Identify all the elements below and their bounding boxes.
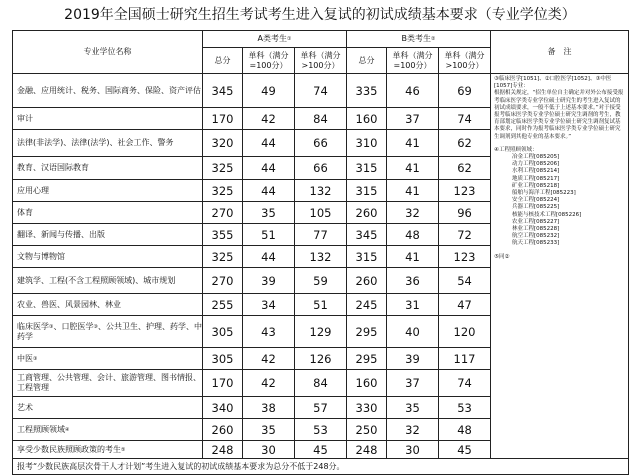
score-b-s1: 37 xyxy=(387,370,439,397)
score-a-s2: 51 xyxy=(295,294,347,316)
score-a-s2: 105 xyxy=(295,202,347,224)
score-b-s1: 41 xyxy=(387,130,439,157)
score-b-s1: 41 xyxy=(387,246,439,268)
score-a-s2: 132 xyxy=(295,180,347,202)
a-group-header: A类考生① xyxy=(203,31,347,48)
subject-name: 享受少数民族照顾政策的考生⑤ xyxy=(13,441,203,459)
score-a-s1: 35 xyxy=(243,202,295,224)
score-a-s2: 84 xyxy=(295,108,347,130)
score-a-total: 255 xyxy=(203,294,243,316)
score-b-total: 315 xyxy=(347,157,387,180)
score-a-s1: 51 xyxy=(243,224,295,246)
subject-name: 体育 xyxy=(13,202,203,224)
score-a-s1: 34 xyxy=(243,294,295,316)
score-b-total: 250 xyxy=(347,419,387,441)
score-table xyxy=(12,30,629,475)
score-a-total: 325 xyxy=(203,246,243,268)
score-a-s1: 42 xyxy=(243,108,295,130)
b-group-header: B类考生② xyxy=(347,31,491,48)
score-a-s2: 77 xyxy=(295,224,347,246)
score-b-s2: 62 xyxy=(439,157,491,180)
score-a-total: 260 xyxy=(203,419,243,441)
b-total-header: 总分 xyxy=(347,48,387,74)
score-b-s2: 123 xyxy=(439,246,491,268)
subject-header: 专业学位名称 xyxy=(13,31,203,74)
footer-note: 报考“少数民族高层次骨干人才计划”考生进入复试的初试成绩基本要求为总分不低于248分。 xyxy=(13,459,629,475)
score-b-s2: 53 xyxy=(439,397,491,419)
score-b-total: 160 xyxy=(347,108,387,130)
remarks-header: 备 注 xyxy=(491,31,629,74)
subject-name: 文物与博物馆 xyxy=(13,246,203,268)
score-a-s1: 44 xyxy=(243,130,295,157)
score-b-s1: 39 xyxy=(387,348,439,370)
score-b-s2: 45 xyxy=(439,441,491,459)
score-a-s2: 66 xyxy=(295,130,347,157)
score-b-s1: 46 xyxy=(387,74,439,108)
score-b-s2: 123 xyxy=(439,180,491,202)
score-b-total: 310 xyxy=(347,130,387,157)
score-b-total: 315 xyxy=(347,246,387,268)
subject-name: 翻译、新闻与传播、出版 xyxy=(13,224,203,246)
score-b-s1: 36 xyxy=(387,268,439,294)
score-b-s1: 41 xyxy=(387,180,439,202)
score-a-s2: 129 xyxy=(295,316,347,348)
subject-name: 教育、汉语国际教育 xyxy=(13,157,203,180)
score-a-total: 248 xyxy=(203,441,243,459)
score-a-s1: 44 xyxy=(243,157,295,180)
subject-name: 农业、兽医、风景园林、林业 xyxy=(13,294,203,316)
score-a-s1: 42 xyxy=(243,348,295,370)
score-b-s2: 74 xyxy=(439,370,491,397)
score-a-total: 340 xyxy=(203,397,243,419)
score-a-s2: 84 xyxy=(295,370,347,397)
score-a-s2: 66 xyxy=(295,157,347,180)
a-single100-header: 单科（满分=100分） xyxy=(243,48,295,74)
score-a-total: 270 xyxy=(203,268,243,294)
score-b-s2: 47 xyxy=(439,294,491,316)
subject-name: 应用心理 xyxy=(13,180,203,202)
score-a-s1: 35 xyxy=(243,419,295,441)
score-b-total: 295 xyxy=(347,316,387,348)
score-b-s2: 72 xyxy=(439,224,491,246)
score-a-s2: 59 xyxy=(295,268,347,294)
subject-name: 审计 xyxy=(13,108,203,130)
page-title: 2019年全国硕士研究生招生考试考生进入复试的初试成绩基本要求（专业学位类） xyxy=(64,7,576,23)
subject-name: 建筑学、工程(不含工程照顾领域)、城市规划 xyxy=(13,268,203,294)
b-single-over100-header: 单科（满分>100分） xyxy=(439,48,491,74)
subject-name: 金融、应用统计、税务、国际商务、保险、资产评估 xyxy=(13,74,203,108)
score-a-total: 305 xyxy=(203,348,243,370)
score-b-s2: 96 xyxy=(439,202,491,224)
score-a-total: 345 xyxy=(203,74,243,108)
score-a-s1: 43 xyxy=(243,316,295,348)
score-b-s1: 40 xyxy=(387,316,439,348)
score-b-s1: 48 xyxy=(387,224,439,246)
score-b-total: 295 xyxy=(347,348,387,370)
score-b-s1: 32 xyxy=(387,202,439,224)
score-a-s1: 38 xyxy=(243,397,295,419)
score-b-s2: 69 xyxy=(439,74,491,108)
footer-row xyxy=(13,459,629,475)
score-a-s2: 74 xyxy=(295,74,347,108)
score-a-total: 320 xyxy=(203,130,243,157)
score-b-s1: 30 xyxy=(387,441,439,459)
subject-name: 中医③ xyxy=(13,348,203,370)
subject-name: 工商管理、公共管理、会计、旅游管理、图书情报、工程管理 xyxy=(13,370,203,397)
score-b-total: 248 xyxy=(347,441,387,459)
score-b-s1: 35 xyxy=(387,397,439,419)
a-total-header: 总分 xyxy=(203,48,243,74)
score-a-total: 305 xyxy=(203,316,243,348)
score-b-total: 245 xyxy=(347,294,387,316)
score-a-s1: 44 xyxy=(243,246,295,268)
score-b-total: 345 xyxy=(347,224,387,246)
score-a-s1: 44 xyxy=(243,180,295,202)
score-a-s1: 39 xyxy=(243,268,295,294)
score-b-s2: 62 xyxy=(439,130,491,157)
score-a-total: 270 xyxy=(203,202,243,224)
score-a-s1: 49 xyxy=(243,74,295,108)
remarks-notes: ③临床医学[1051]、②口腔医学[1052]、③中医[1057]专业： 根据相关规定，“招生单位自主确定并对外公布接受报考临床医学类专业学位硕士研究生的考生进入复试的初试成绩要求，一般不低于上述基本要求。”对于接受报考临床医学类专业学位硕士研究生调剂的考生，教育部划定临床医学类专业学位硕士研究生调剂复试基本要求，同时作为报考临床医学类专业学位硕士研究生调剂到其他专业的基本要求。” ④工程照顾领域： 冶金工程[085205] 动力工程[085206] 水利工程[085214] 地质工程[085217] 矿业工程[085218] 船舶与海洋工程[085223] 安全工程[085224] 兵器工程[085225] 核能与核技术工程[085226] 农业工程[085227] 林业工程[085228] 航空工程[085232] 航天工程[085233] ⑤同② xyxy=(491,74,629,459)
score-a-s2: 53 xyxy=(295,419,347,441)
subject-name: 艺术 xyxy=(13,397,203,419)
table-row xyxy=(13,74,629,108)
score-a-total: 325 xyxy=(203,157,243,180)
score-b-total: 335 xyxy=(347,74,387,108)
score-b-s2: 74 xyxy=(439,108,491,130)
score-b-total: 315 xyxy=(347,180,387,202)
subject-name: 工程照顾领域④ xyxy=(13,419,203,441)
score-b-s1: 41 xyxy=(387,157,439,180)
score-b-total: 260 xyxy=(347,202,387,224)
score-a-s2: 45 xyxy=(295,441,347,459)
score-a-total: 170 xyxy=(203,108,243,130)
score-a-s1: 42 xyxy=(243,370,295,397)
score-b-s2: 54 xyxy=(439,268,491,294)
score-a-s2: 126 xyxy=(295,348,347,370)
score-b-s2: 48 xyxy=(439,419,491,441)
score-b-s1: 32 xyxy=(387,419,439,441)
score-b-s2: 120 xyxy=(439,316,491,348)
a-single-over100-header: 单科（满分>100分） xyxy=(295,48,347,74)
score-b-s1: 37 xyxy=(387,108,439,130)
subject-name: 法律(非法学)、法律(法学)、社会工作、警务 xyxy=(13,130,203,157)
score-b-total: 160 xyxy=(347,370,387,397)
score-a-total: 170 xyxy=(203,370,243,397)
score-a-s1: 30 xyxy=(243,441,295,459)
score-a-s2: 57 xyxy=(295,397,347,419)
score-b-total: 330 xyxy=(347,397,387,419)
score-a-total: 355 xyxy=(203,224,243,246)
score-b-s2: 117 xyxy=(439,348,491,370)
score-b-s1: 31 xyxy=(387,294,439,316)
subject-name: 临床医学③、口腔医学③、公共卫生、护理、药学、中药学 xyxy=(13,316,203,348)
score-a-s2: 132 xyxy=(295,246,347,268)
b-single100-header: 单科（满分=100分） xyxy=(387,48,439,74)
score-b-total: 260 xyxy=(347,268,387,294)
score-a-total: 325 xyxy=(203,180,243,202)
